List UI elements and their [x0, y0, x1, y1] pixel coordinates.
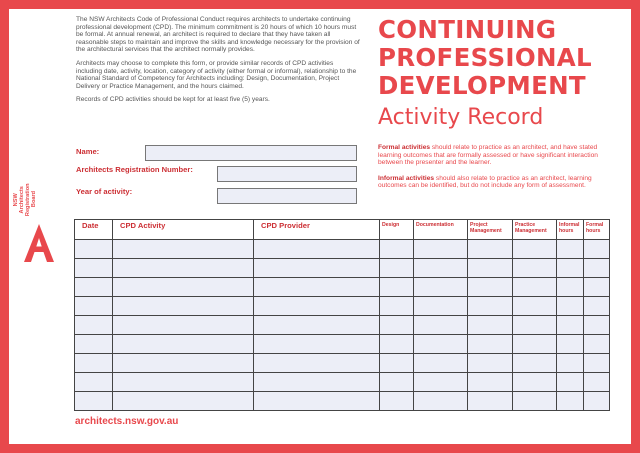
arb-logo-letter-a	[22, 222, 56, 264]
cell-date[interactable]	[75, 259, 113, 278]
year-label: Year of activity:	[76, 187, 133, 196]
cell-practice-management[interactable]	[513, 316, 557, 335]
cell-formal-hours[interactable]	[584, 259, 610, 278]
cell-documentation[interactable]	[414, 278, 468, 297]
table-header-row	[75, 220, 610, 240]
cell-documentation[interactable]	[414, 259, 468, 278]
registration-number-field[interactable]	[217, 166, 357, 182]
cell-design[interactable]	[380, 240, 414, 259]
cell-documentation[interactable]	[414, 373, 468, 392]
cell-practice-management[interactable]	[513, 354, 557, 373]
cell-date[interactable]	[75, 373, 113, 392]
cell-project-management[interactable]	[468, 335, 513, 354]
cell-cpd-provider[interactable]	[254, 278, 380, 297]
cell-informal-hours[interactable]	[557, 392, 584, 411]
cell-design[interactable]	[380, 373, 414, 392]
cell-documentation[interactable]	[414, 240, 468, 259]
cell-date[interactable]	[75, 278, 113, 297]
title-line-2: PROFESSIONAL	[378, 43, 592, 72]
table-row	[75, 297, 610, 316]
registration-label: Architects Registration Number:	[76, 165, 193, 174]
cell-formal-hours[interactable]	[584, 240, 610, 259]
cell-project-management[interactable]	[468, 259, 513, 278]
cell-practice-management[interactable]	[513, 259, 557, 278]
table-row	[75, 373, 610, 392]
table-body	[75, 240, 610, 411]
cell-practice-management[interactable]	[513, 335, 557, 354]
cell-cpd-activity[interactable]	[113, 240, 254, 259]
cell-cpd-provider[interactable]	[254, 335, 380, 354]
intro-text	[76, 16, 361, 110]
cell-design[interactable]	[380, 392, 414, 411]
cell-project-management[interactable]	[468, 392, 513, 411]
cell-documentation[interactable]	[414, 316, 468, 335]
cell-formal-hours[interactable]	[584, 373, 610, 392]
cell-cpd-provider[interactable]	[254, 373, 380, 392]
cell-informal-hours[interactable]	[557, 373, 584, 392]
cell-date[interactable]	[75, 316, 113, 335]
cell-cpd-provider[interactable]	[254, 316, 380, 335]
cell-date[interactable]	[75, 354, 113, 373]
cell-design[interactable]	[380, 316, 414, 335]
cell-formal-hours[interactable]	[584, 392, 610, 411]
activity-notes	[378, 144, 606, 198]
informal-term: Informal activities	[378, 174, 435, 182]
cell-informal-hours[interactable]	[557, 316, 584, 335]
cell-formal-hours[interactable]	[584, 335, 610, 354]
table-row	[75, 354, 610, 373]
cell-design[interactable]	[380, 259, 414, 278]
table-row	[75, 259, 610, 278]
cell-design[interactable]	[380, 354, 414, 373]
cell-cpd-provider[interactable]	[254, 259, 380, 278]
cell-cpd-activity[interactable]	[113, 373, 254, 392]
cell-cpd-provider[interactable]	[254, 354, 380, 373]
cell-date[interactable]	[75, 240, 113, 259]
header-practice-management: Practice Management	[513, 220, 557, 240]
header-cpd-activity: CPD Activity	[113, 220, 254, 240]
intro-paragraph-2: Architects may choose to complete this form, or provide similar records of CPD activities including date, activity, location, category of activity (either formal or informal), relationship to the National Standard of Competency for Architects including: Design, Documentation, Project Delivery or Practice Management, and the hours claimed.	[76, 59, 357, 90]
cell-documentation[interactable]	[414, 335, 468, 354]
title-line-3: DEVELOPMENT	[378, 71, 586, 100]
cell-practice-management[interactable]	[513, 240, 557, 259]
page-subtitle: Activity Record	[378, 105, 544, 130]
cell-practice-management[interactable]	[513, 373, 557, 392]
page-title	[378, 16, 628, 100]
cell-design[interactable]	[380, 297, 414, 316]
intro-paragraph-3: Records of CPD activities should be kept for at least five (5) years.	[76, 96, 270, 104]
cell-informal-hours[interactable]	[557, 354, 584, 373]
cell-cpd-provider[interactable]	[254, 392, 380, 411]
header-informal-hours: Informal hours	[557, 220, 584, 240]
cell-date[interactable]	[75, 392, 113, 411]
cell-documentation[interactable]	[414, 354, 468, 373]
cell-cpd-provider[interactable]	[254, 240, 380, 259]
informal-note	[378, 175, 606, 190]
intro-paragraph-1: The NSW Architects Code of Professional Conduct requires architects to undertake continuing professional development (CPD). The minimum commitment is 20 hours of which 10 hours must be formal. At annual renewal, an architect is required to declare that they have taken all reasonable steps to maintain and improve the skills and knowledge necessary for the provision of the architectural services that the architect normally provides.	[76, 16, 360, 54]
cell-cpd-activity[interactable]	[113, 316, 254, 335]
cell-documentation[interactable]	[414, 297, 468, 316]
name-label: Name:	[76, 147, 100, 156]
cell-project-management[interactable]	[468, 297, 513, 316]
informal-text: should also relate to practice as an architect, learning outcomes can be identified, but do not include any form of assessment.	[378, 174, 592, 190]
header-date: Date	[75, 220, 113, 240]
name-field[interactable]	[145, 145, 357, 161]
cell-formal-hours[interactable]	[584, 278, 610, 297]
header-cpd-provider: CPD Provider	[254, 220, 380, 240]
cell-cpd-provider[interactable]	[254, 297, 380, 316]
footer-url[interactable]: architects.nsw.gov.au	[75, 416, 179, 427]
formal-note	[378, 144, 606, 167]
table-row	[75, 278, 610, 297]
cell-project-management[interactable]	[468, 316, 513, 335]
cell-informal-hours[interactable]	[557, 240, 584, 259]
cell-informal-hours[interactable]	[557, 335, 584, 354]
table-row	[75, 240, 610, 259]
header-project-management: Project Management	[468, 220, 513, 240]
title-line-1: CONTINUING	[378, 15, 557, 44]
cell-project-management[interactable]	[468, 278, 513, 297]
header-design: Design	[380, 220, 414, 240]
table-row	[75, 392, 610, 411]
cell-practice-management[interactable]	[513, 278, 557, 297]
cell-formal-hours[interactable]	[584, 297, 610, 316]
cell-formal-hours[interactable]	[584, 354, 610, 373]
cell-project-management[interactable]	[468, 240, 513, 259]
cell-formal-hours[interactable]	[584, 316, 610, 335]
cpd-activity-table	[74, 219, 610, 411]
header-documentation: Documentation	[414, 220, 468, 240]
table-row	[75, 316, 610, 335]
cell-project-management[interactable]	[468, 354, 513, 373]
formal-term: Formal activities	[378, 144, 431, 151]
cell-informal-hours[interactable]	[557, 259, 584, 278]
cell-cpd-activity[interactable]	[113, 335, 254, 354]
cell-date[interactable]	[75, 297, 113, 316]
cell-cpd-activity[interactable]	[113, 354, 254, 373]
cell-design[interactable]	[380, 335, 414, 354]
cell-practice-management[interactable]	[513, 392, 557, 411]
cell-cpd-activity[interactable]	[113, 278, 254, 297]
cell-practice-management[interactable]	[513, 297, 557, 316]
year-field[interactable]	[217, 188, 357, 204]
cell-cpd-activity[interactable]	[113, 297, 254, 316]
cell-design[interactable]	[380, 278, 414, 297]
table-row	[75, 335, 610, 354]
nsw-arb-wordmark	[12, 174, 37, 224]
formal-text: should relate to practice as an architect, and have stated learning outcomes that are formally assessed or have significant interaction between the presenter and the learner.	[378, 144, 598, 167]
cell-informal-hours[interactable]	[557, 297, 584, 316]
svg-text:NSW Architects Registr: NSW Architects Registration Board	[13, 183, 37, 217]
header-formal-hours: Formal hours	[584, 220, 610, 240]
cell-informal-hours[interactable]	[557, 278, 584, 297]
cell-documentation[interactable]	[414, 392, 468, 411]
cell-cpd-activity[interactable]	[113, 392, 254, 411]
cell-date[interactable]	[75, 335, 113, 354]
cell-project-management[interactable]	[468, 373, 513, 392]
cell-cpd-activity[interactable]	[113, 259, 254, 278]
